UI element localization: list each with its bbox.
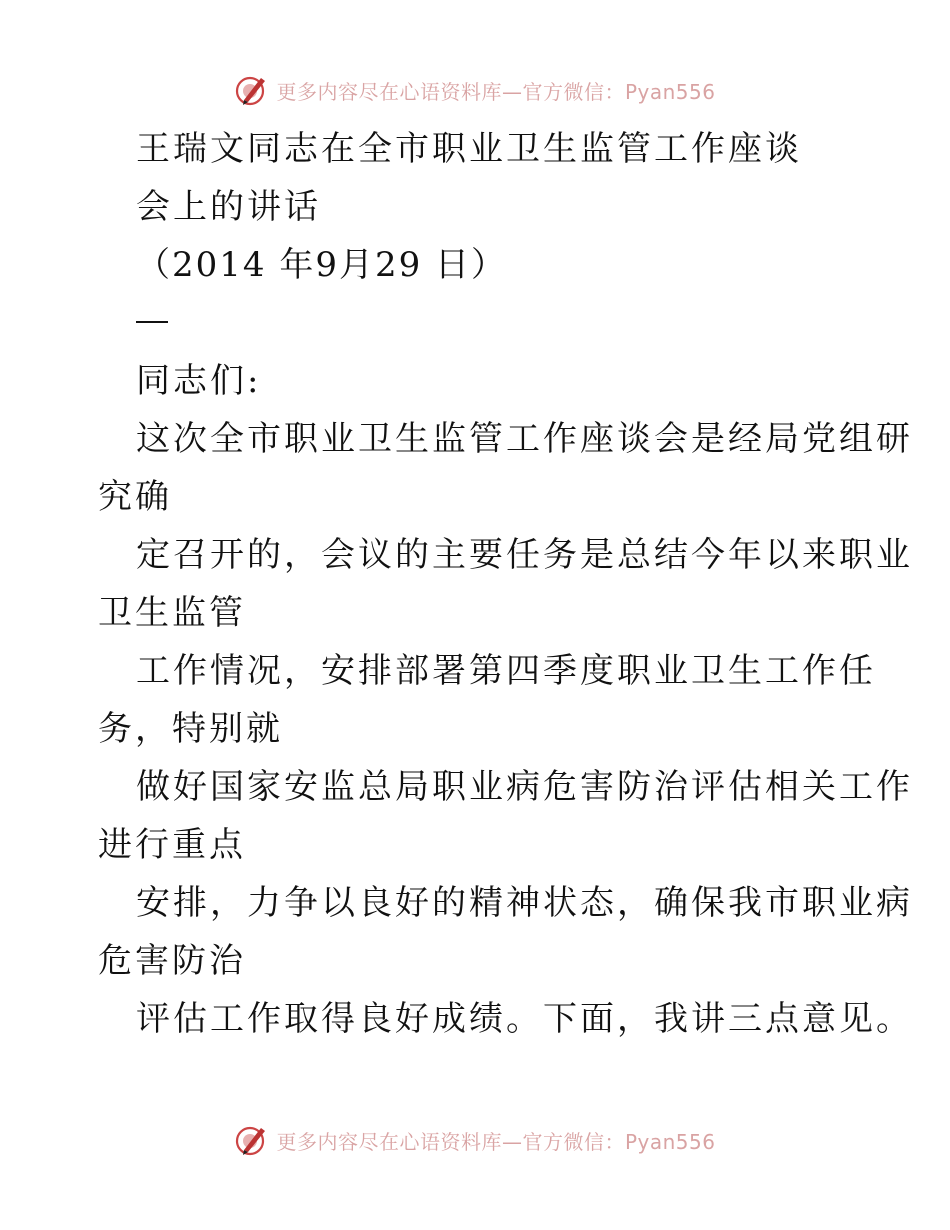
separator-dash <box>98 294 858 352</box>
body-line: 这次全市职业卫生监管工作座谈会是经局党组研 <box>136 419 913 459</box>
footer-banner <box>0 1120 950 1160</box>
pen-circle-icon <box>234 72 270 108</box>
body-line: 评估工作取得良好成绩。下面，我讲三点意见。 <box>136 999 913 1039</box>
pen-circle-icon <box>234 1122 270 1158</box>
speech-date: （2014 年9月29 日） <box>136 245 508 285</box>
title-line-2: 会上的讲话 <box>136 187 321 227</box>
greeting: 同志们: <box>136 361 262 401</box>
title-line-1: 王瑞文同志在全市职业卫生监管工作座谈 <box>136 129 802 169</box>
body-line: 定召开的，会议的主要任务是总结今年以来职业 <box>136 535 913 575</box>
body-line: 卫生监管 <box>98 593 246 633</box>
body-line: 工作情况，安排部署第四季度职业卫生工作任 <box>136 651 876 691</box>
body-line: 究确 <box>98 477 172 517</box>
header-banner <box>0 70 950 110</box>
document-body <box>98 120 913 1048</box>
banner-text: 更多内容尽在心语资料库—官方微信：Pyan556 <box>276 79 716 104</box>
body-line: 做好国家安监总局职业病危害防治评估相关工作 <box>136 767 913 807</box>
body-line: 务，特别就 <box>98 709 283 749</box>
body-line: 危害防治 <box>98 941 246 981</box>
banner-text: 更多内容尽在心语资料库—官方微信：Pyan556 <box>276 1129 716 1154</box>
body-line: 进行重点 <box>98 825 246 865</box>
body-line: 安排，力争以良好的精神状态，确保我市职业病 <box>136 883 913 923</box>
